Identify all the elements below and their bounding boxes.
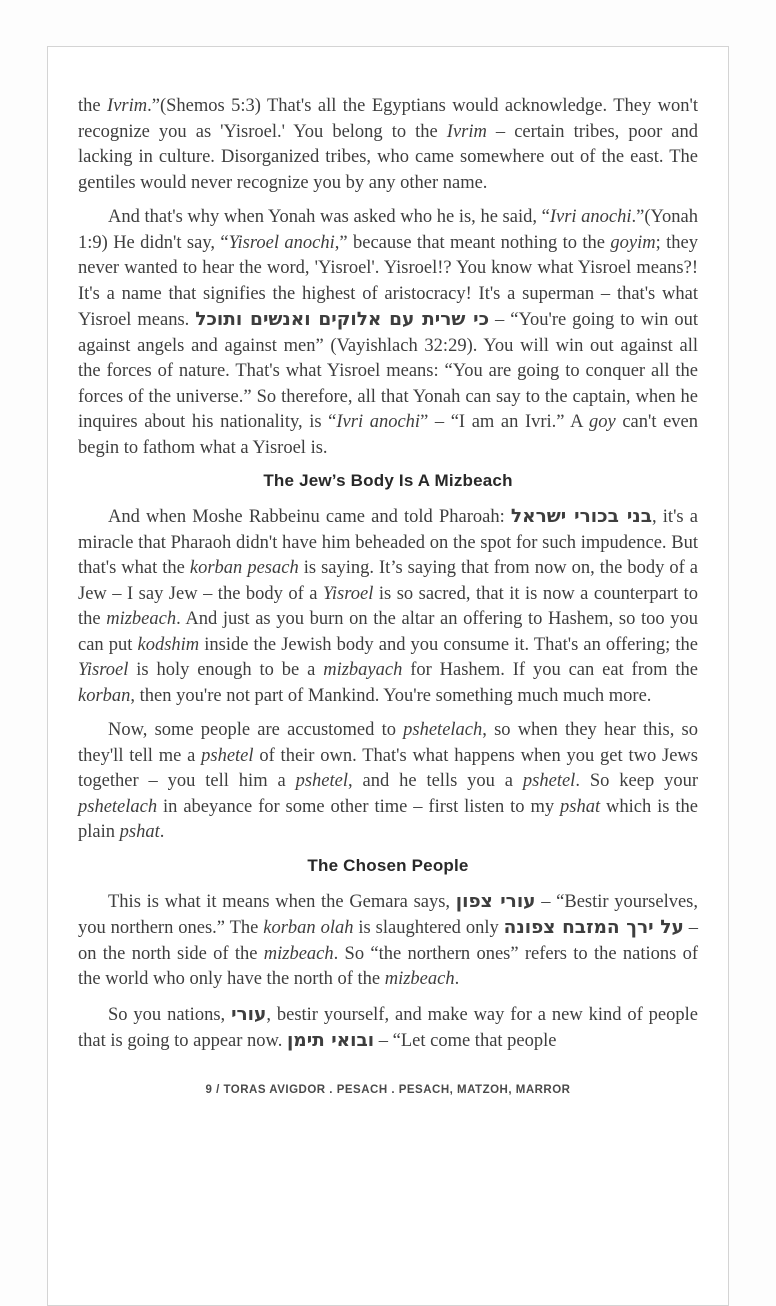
section-heading-mizbeach: The Jew’s Body Is A Mizbeach	[263, 471, 513, 490]
page-frame	[47, 46, 729, 1306]
body-paragraph-4: Now, some people are accustomed to pshetelach, so when they hear this, so they'll tell me a pshetel of their own. That's what happens when you get two Jews together – you tell him a pshetel, and he tells you a pshetel. So keep your pshetelach in abeyance for some other time – first listen to my pshat which is the plain pshat.	[78, 720, 698, 842]
page-content	[48, 47, 728, 1096]
body-paragraph-1: the Ivrim.”(Shemos 5:3) That's all the Egyptians would acknowledge. They won't recognize you as 'Yisroel.' You belong to the Ivrim – certain tribes, poor and lacking in culture. Disorganized tribes, who came somewhere out of the east. The gentiles would never recognize you by any other name.	[78, 96, 699, 193]
page-footer: 9 / TORAS AVIGDOR . PESACH . PESACH, MATZOH, MARROR	[205, 1083, 571, 1096]
section-heading-chosen-people: The Chosen People	[307, 855, 469, 875]
body-paragraph-6: So you nations, עורי, bestir yourself, and make way for a new kind of people that is going to appear now. ובואי תימן – “Let come that people	[78, 1003, 698, 1051]
body-paragraph-5: This is what it means when the Gemara says, עורי צפון – “Bestir yourselves, you northern ones.” The korban olah is slaughtered only על ירך המזבח צפונה – on the north side of the mizbeach. So “the northern ones” refers to the nations of the world who only have the north of the mizbeach.	[78, 890, 699, 989]
body-paragraph-3: And when Moshe Rabbeinu came and told Pharoah: בני בכורי ישראל, it's a miracle that Pharaoh didn't have him beheaded on the spot for such impudence. But that's what the korban pesach is saying. It’s saying that from now on, the body of a Jew – I say Jew – the body of a Yisroel is so sacred, that it is now a counterpart to the mizbeach. And just as you burn on the altar an offering to Hashem, so too you can put kodshim inside the Jewish body and you consume it. That's an offering; the Yisroel is holy enough to be a mizbayach for Hashem. If you can eat from the korban, then you're not part of Mankind. You're something much much more.	[78, 506, 698, 706]
body-paragraph-2: And that's why when Yonah was asked who he is, he said, “Ivri anochi.”(Yonah 1:9) He didn't say, “Yisroel anochi,” because that meant nothing to the goyim; they never wanted to hear the word, 'Yisroel'. Yisroel!? You know what Yisroel means?! It's a name that signifies the highest of aristocracy! It's a superman – that's what Yisroel means. כי שרית עם אלוקים ואנשים ותוכל – “You're going to win out against angels and against men” (Vayishlach 32:29). You will win out against all the forces of nature. That's what Yisroel means: “You are going to conquer all the forces of the universe.” So therefore, all that Yonah can say to the captain, when he inquires about his nationality, is “Ivri anochi” – “I am an Ivri.” A goy can't even begin to fathom what a Yisroel is.	[78, 207, 699, 458]
